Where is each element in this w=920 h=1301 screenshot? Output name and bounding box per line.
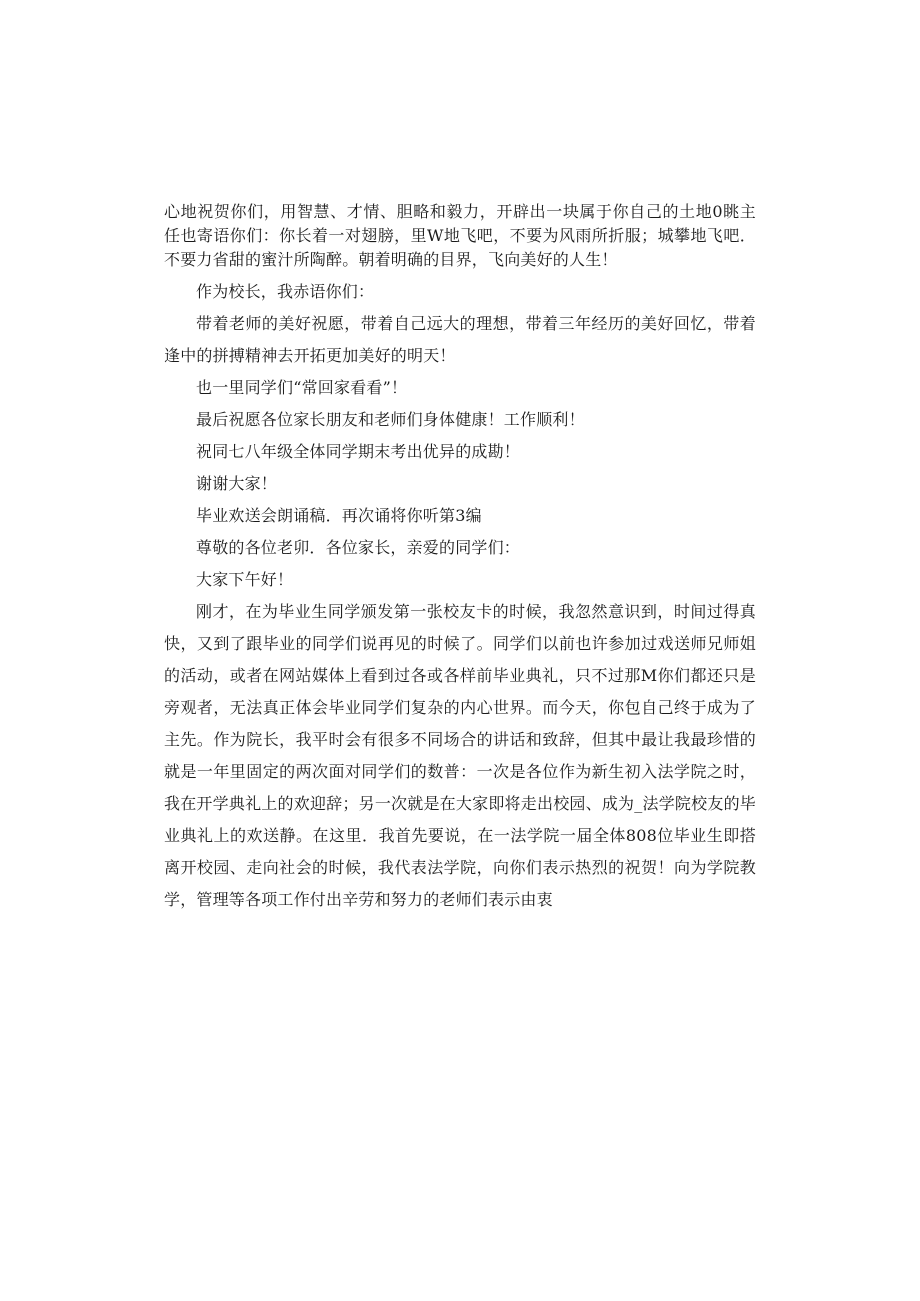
paragraph-6: 祝同七八年级全体同学期末考出优异的成勘！ — [196, 442, 521, 461]
paragraph-10: 大家下午好！ — [196, 570, 294, 589]
paragraph-11: 刚才，在为毕业生同学颁发第一张校友卡的时候，我忽然意识到，时间过得真快，又到了跟毕业的同学们说再见的时候了。同学们以前也许参加过戏送师兄师姐的活动，或者在网站媒体上看到过各或各样前毕业典礼，只不过那M你们都还只是旁观者，无法真正体会毕业同学们复杂的内心世界。而今天，你包自己终于成为了主先。作为院长，我平时会有很多不同场合的讲话和致辞，但其中最让我最珍惜的就是一年里固定的两次面对同学们的数普：一次是各位作为新生初入法学院之时，我在开学典礼上的欢迎辞；另一次就是在大家即将走出校园、成为_法学院校友的毕业典礼上的欢送静。在这里．我首先要说，在一法学院一届全体808位毕业生即搭离开校园、走向社会的时候，我代表法学院，向你们表示热烈的祝贺！向为学院教学，管理等各项工作付出辛劳和努力的老师们表示由衷 — [164, 602, 756, 909]
paragraph-5: 最后祝愿各位家长朋友和老师们身体健康！工作顺利！ — [196, 410, 585, 429]
paragraph-1: 心地祝贺你们，用智慧、才情、胆略和毅力，开辟出一块属于你自己的土地0眺主任也寄语你们：你长着一对翅膀，里W地飞吧，不要为风雨所折服；城攀地飞吧．不要力省甜的蜜汁所陶醉。朝着明确的目界，飞向美好的人生！ — [164, 202, 756, 269]
paragraph-4: 也一里同学们“常回家看看”！ — [196, 378, 408, 397]
paragraph-2: 作为校长，我赤语你们： — [196, 282, 375, 301]
paragraph-3: 带着老师的美好祝愿，带着自己远大的理想，带着三年经历的美好回忆，带着逢中的拼搏精神去开拓更加美好的明天！ — [164, 314, 756, 365]
paragraph-8: 毕业欢送会朗诵稿．再次诵将你听第3编 — [196, 506, 482, 525]
paragraph-7: 谢谢大家！ — [196, 474, 278, 493]
document-page — [164, 200, 756, 916]
paragraph-9: 尊敬的各位老卯．各位家长，亲爱的同学们： — [196, 538, 521, 557]
